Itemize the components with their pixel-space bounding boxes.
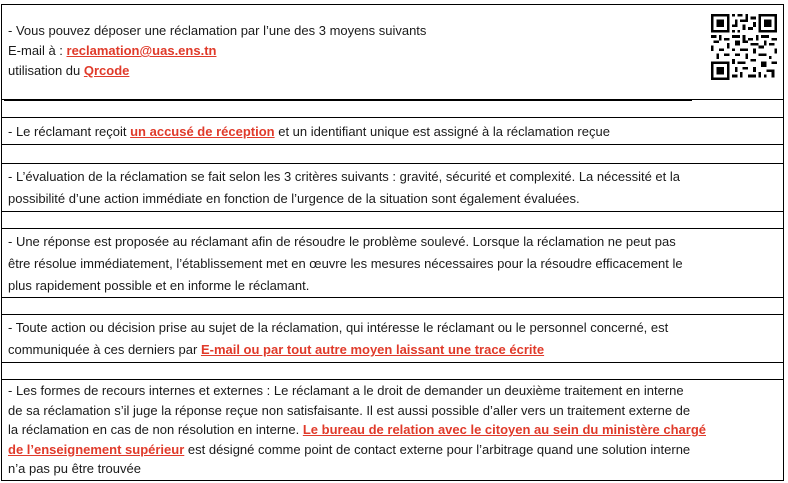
communication-line: - Toute action ou décision prise au sujet de la réclamation, qui intéresse le réclamant ou le personnel concerné, est	[8, 320, 669, 335]
section-submission-methods	[1, 4, 784, 100]
ministry-office-link[interactable]: Le bureau de relation avec le citoyen au sein du ministère chargé	[302, 422, 706, 437]
qrcode-label: utilisation du	[8, 63, 84, 78]
qrcode-link[interactable]: Qrcode	[83, 63, 130, 78]
spacer-row	[1, 144, 784, 164]
section-acknowledgment	[1, 117, 784, 145]
recourse-text: la réclamation en cas de non résolution en interne.	[8, 422, 303, 437]
ack-receipt-link[interactable]: un accusé de réception	[130, 124, 275, 139]
section-communication	[1, 314, 784, 363]
recourse-line: - Les formes de recours internes et externes : Le réclamant a le droit de demander un deuxième traitement en interne	[8, 383, 684, 398]
email-label: E-mail à :	[8, 43, 67, 58]
section-recourse	[1, 379, 784, 481]
spacer-row	[1, 362, 784, 380]
section-evaluation	[1, 163, 784, 212]
spacer-row	[1, 211, 784, 229]
ack-text-pre: - Le réclamant reçoit	[8, 124, 131, 139]
submission-intro: - Vous pouvez déposer une réclamation par l’une des 3 moyens suivants	[8, 23, 427, 38]
qr-code-icon[interactable]	[711, 14, 777, 80]
email-line	[8, 41, 777, 61]
response-line: être résolue immédiatement, l’établissement met en œuvre les mesures nécessaires pour la résoudre efficacement le	[8, 256, 683, 271]
response-line: - Une réponse est proposée au réclamant afin de résoudre le problème soulevé. Lorsque la réclamation ne peut pas	[8, 234, 676, 249]
communication-highlight[interactable]: E-mail ou par tout autre moyen laissant une trace écrite	[200, 342, 545, 357]
spacer-row	[1, 99, 784, 118]
communication-line	[8, 339, 777, 361]
ack-text-post: et un identifiant unique est assigné à la réclamation reçue	[274, 124, 610, 139]
qrcode-line	[8, 61, 777, 81]
ministry-office-link-cont[interactable]: de l’enseignement supérieur	[8, 441, 185, 457]
recourse-line	[8, 420, 777, 440]
recourse-line: n’a pas pu être trouvée	[8, 461, 141, 476]
recourse-line	[8, 440, 777, 460]
email-link[interactable]: reclamation@uas.ens.tn	[66, 43, 217, 58]
evaluation-line: possibilité d’une action immédiate en fonction de l’urgence de la situation sont également évaluées.	[8, 191, 580, 206]
response-line: plus rapidement possible et en informe le réclamant.	[8, 278, 310, 293]
recourse-line: de sa réclamation s’il juge la réponse reçue non satisfaisante. Il est aussi possible d’aller vers un traitement externe de	[8, 402, 691, 418]
communication-text: communiquée à ces derniers par	[8, 342, 201, 357]
evaluation-line: - L’évaluation de la réclamation se fait selon les 3 critères suivants : gravité, sécurité et complexité. La nécessité et la	[8, 169, 681, 184]
section-response	[1, 228, 784, 298]
spacer-row	[1, 297, 784, 315]
recourse-text: est désigné comme point de contact externe pour l’arbitrage quand une solution interne	[184, 441, 691, 457]
